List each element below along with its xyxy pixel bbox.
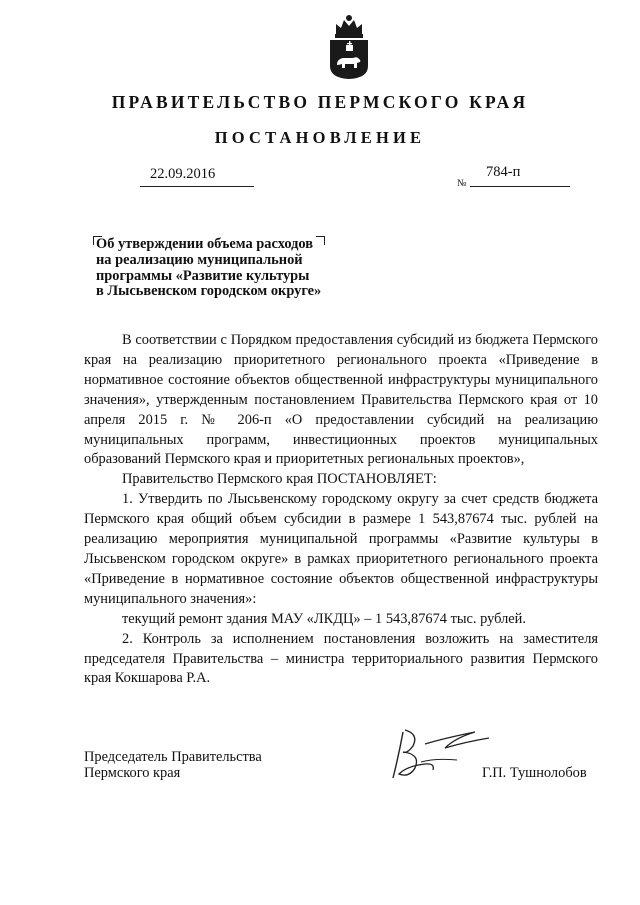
document-body	[84, 331, 598, 689]
document-subject	[96, 237, 346, 300]
subject-line: на реализацию муниципальной	[96, 251, 303, 268]
document-date: 22.09.2016	[150, 166, 216, 182]
clause-2-paragraph: 2. Контроль за исполнением постановления возложить на заместителя председателя Правительства – министра территориального развития Пермского края Кокшарова Р.А.	[84, 630, 598, 687]
position-line: Пермского края	[84, 765, 181, 781]
subject-line: программы «Развитие культуры	[96, 267, 310, 284]
document-number: 784-п	[486, 164, 521, 180]
position-line: Председатель Правительства	[84, 749, 262, 765]
signatory-position	[84, 749, 262, 781]
resolution-paragraph: Правительство Пермского края ПОСТАНОВЛЯЕТ:	[122, 471, 437, 488]
subject-line: Об утверждении объема расходов	[96, 236, 314, 252]
coat-of-arms-icon	[326, 12, 372, 80]
date-underline	[140, 186, 254, 187]
government-title: ПРАВИТЕЛЬСТВО ПЕРМСКОГО КРАЯ	[111, 92, 529, 112]
document-type-title: ПОСТАНОВЛЕНИЕ	[214, 128, 426, 147]
repair-item-paragraph: текущий ремонт здания МАУ «ЛКДЦ» – 1 543,87674 тыс. рублей.	[122, 610, 526, 627]
preamble-paragraph: В соответствии с Порядком предоставления субсидий из бюджета Пермского края на реализацию приоритетного регионального проекта «Приведение в нормативное состояние объектов общественной инфраструктуры муниципального значения», утвержденным постановлением Правительства Пермского края от 10 апреля 2015 г. № 206-п «О предоставлении субсидий на реализацию муниципальных программ, инвестиционных проектов муниципальных образований Пермского края и приоритетных региональных проектов»,	[84, 332, 598, 468]
handwritten-signature-icon	[385, 724, 497, 782]
signatory-name: Г.П. Тушнолобов	[482, 765, 587, 781]
number-underline	[470, 186, 570, 187]
number-sign: №	[457, 178, 467, 189]
subject-line: в Лысьвенском городском округе»	[96, 283, 322, 300]
clause-1-paragraph: 1. Утвердить по Лысьвенскому городскому округу за счет средств бюджета Пермского края общий объем субсидии в размере 1 543,87674 тыс. рублей на реализацию мероприятия муниципальной программы «Развитие культуры в Лысьвенском городском округе» в рамках приоритетного регионального проекта «Приведение в нормативное состояние объектов общественной инфраструктуры муниципального значения»:	[84, 491, 598, 607]
